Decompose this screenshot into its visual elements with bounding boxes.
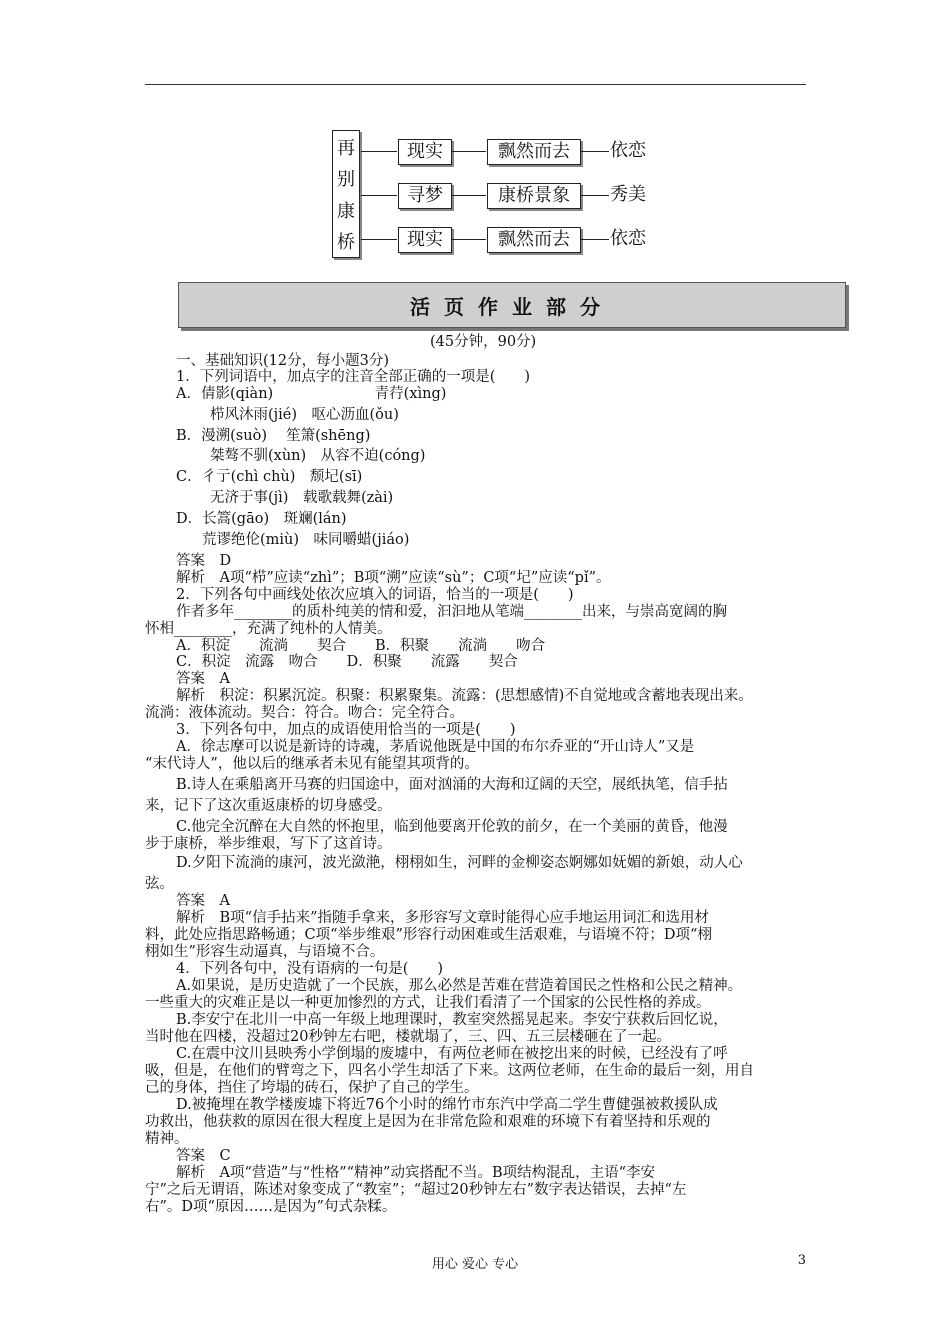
paragraph-line: 精神。 — [145, 1131, 189, 1147]
title-char: 别 — [337, 169, 355, 191]
connector — [361, 195, 397, 196]
paragraph-line: 功救出，他获救的原因在很大程度上是因为在非常危险和艰难的环境下有着坚持和乐观的 — [145, 1114, 711, 1130]
diagram-box: 现实 — [398, 227, 452, 253]
paragraph-line: 当时他在四楼，没超过20秒钟左右吧，楼就塌了，三、四、五三层楼砸在了一起。 — [145, 1029, 671, 1045]
paragraph-line: A．徐志摩可以说是新诗的诗魂，茅盾说他既是中国的布尔乔亚的“开山诗人”又是 — [176, 739, 695, 755]
option-line: D．长篙(gāo) 斑斓(lán) — [176, 511, 347, 527]
page-number: 3 — [797, 1253, 806, 1268]
option-line: 栉风沐雨(jié) 呕心沥血(ǒu) — [210, 407, 399, 423]
connector — [581, 151, 609, 152]
diagram-box: 飘然而去 — [487, 227, 581, 253]
option-line: A．倩影(qiàn) 青荇(xìng) — [176, 386, 447, 402]
diagram-box: 现实 — [398, 139, 452, 165]
connector — [361, 151, 397, 152]
question-1: 1．下列词语中，加点字的注音全部正确的一项是( ) — [176, 369, 531, 385]
title-char: 桥 — [337, 232, 355, 254]
paragraph-line: C.他完全沉醉在大自然的怀抱里，临到他要离开伦敦的前夕，在一个美丽的黄昏，他漫 — [176, 819, 728, 835]
paragraph-line: C.在震中汶川县映秀小学倒塌的废墟中，有两位老师在被挖出来的时候，已经没有了呼 — [176, 1046, 728, 1062]
paragraph-line: 吸，但是，在他们的臂弯之下，四名小学生却活了下来。这两位老师，在生命的最后一刻，用自 — [145, 1063, 754, 1079]
connector — [452, 195, 486, 196]
title-char: 康 — [337, 200, 355, 222]
diagram-box: 寻梦 — [398, 183, 452, 209]
paragraph-line: 步于康桥，举步维艰，写下了这首诗。 — [145, 836, 392, 852]
paragraph-line: “末代诗人”，他以后的继承者未见有能望其项背的。 — [145, 756, 479, 772]
diagram-label: 依恋 — [610, 228, 646, 249]
diagram-title-box — [332, 130, 360, 258]
structure-diagram — [330, 126, 670, 266]
footer-text: 用心 爱心 专心 — [431, 1257, 519, 1272]
answer: 答案 A — [176, 893, 230, 909]
connector — [452, 239, 486, 240]
option-line: A．积淀 流淌 契合 B．积聚 流淌 吻合 — [176, 638, 546, 654]
paragraph-line: 栩如生”形容生动逼真，与语境不合。 — [145, 944, 385, 960]
diagram-box: 康桥景象 — [487, 183, 581, 209]
answer: 答案 D — [176, 553, 232, 569]
connector — [581, 195, 609, 196]
diagram-label: 秀美 — [610, 184, 646, 205]
analysis: 解析 B项“信手拈来”指随手拿来，多形容写文章时能得心应手地运用词汇和选用材 — [176, 910, 709, 926]
question-2: 2．下列各句中画线处依次应填入的词语，恰当的一项是( ) — [176, 587, 574, 603]
diagram-label: 依恋 — [610, 140, 646, 161]
paragraph-line: 流淌：液体流动。契合：符合。吻合：完全符合。 — [145, 705, 464, 721]
option-line: 无济于事(jì) 载歌载舞(zài) — [210, 490, 394, 506]
paragraph-line: 作者多年________的质朴纯美的情和爱，汩汩地从笔端________出来，与崇高宽阔的胸 — [176, 604, 727, 620]
paragraph-line: A.如果说，是历史造就了一个民族，那么必然是苦难在营造着国民之性格和公民之精神。 — [176, 978, 743, 994]
paragraph-line: 一些重大的灾难正是以一种更加惨烈的方式，让我们看清了一个国家的公民性格的养成。 — [145, 995, 711, 1011]
option-line: 桀骜不驯(xùn) 从容不迫(cóng) — [210, 448, 426, 464]
option-line: 荒谬绝伦(miù) 味同嚼蜡(jiáo) — [202, 532, 410, 548]
paragraph-line: D.夕阳下流淌的康河，波光潋滟，栩栩如生，河畔的金柳姿态婀娜如妩媚的新娘，动人心 — [176, 855, 743, 871]
analysis: 解析 A项“栉”应读“zhì”；B项“溯”应读“sù”；C项“圮”应读“pǐ”。 — [176, 570, 611, 586]
paragraph-line: B.李安宁在北川一中高一年级上地理课时，教室突然摇晃起来。李安宁获救后回忆说， — [176, 1012, 728, 1028]
diagram-box: 飘然而去 — [487, 139, 581, 165]
paragraph-line: 怀相________，充满了纯朴的人情美。 — [145, 621, 392, 637]
paragraph-line: 宁”之后无谓语，陈述对象变成了“教室”；“超过20秒钟左右”数字表达错误，去掉“左 — [145, 1182, 687, 1198]
connector — [581, 239, 609, 240]
section-banner — [178, 282, 846, 328]
question-4: 4．下列各句中，没有语病的一句是( ) — [176, 961, 444, 977]
connector — [452, 151, 486, 152]
paragraph-line: 料，此处应指思路畅通；C项“举步维艰”形容行动困难或生活艰难，与语境不符；D项“栩 — [145, 927, 712, 943]
analysis: 解析 A项“营造”与“性格”“精神”动宾搭配不当。B项结构混乱，主语“李安 — [176, 1165, 656, 1181]
time-score-note: (45分钟，90分) — [430, 334, 537, 350]
option-line: B．漫溯(suò) 笙箫(shēng) — [176, 428, 371, 444]
paragraph-line: 弦。 — [145, 876, 174, 892]
analysis: 解析 积淀：积累沉淀。积聚：积累聚集。流露：(思想感情)不自觉地或含蓄地表现出来。 — [176, 688, 753, 704]
paragraph-line: D.被掩埋在教学楼废墟下将近76个小时的绵竹市东汽中学高二学生曹健强被救援队成 — [176, 1097, 718, 1113]
answer: 答案 A — [176, 671, 230, 687]
answer: 答案 C — [176, 1148, 231, 1164]
option-line: C．彳亍(chì chù) 颓圮(sī) — [176, 469, 363, 485]
paragraph-line: 右”。D项“原因……是因为”句式杂糅。 — [145, 1199, 397, 1215]
paragraph-line: 来，记下了这次重返康桥的切身感受。 — [145, 798, 392, 814]
header-rule — [145, 84, 806, 85]
paragraph-line: B.诗人在乘船离开马赛的归国途中，面对汹涌的大海和辽阔的天空，展纸执笔，信手拈 — [176, 777, 728, 793]
section-heading: 一、基础知识(12分，每小题3分) — [176, 353, 389, 369]
option-line: C．积淀 流露 吻合 D．积聚 流露 契合 — [176, 654, 518, 670]
title-char: 再 — [337, 137, 355, 159]
connector — [361, 239, 397, 240]
paragraph-line: 己的身体，挡住了垮塌的砖石，保护了自己的学生。 — [145, 1080, 479, 1096]
question-3: 3．下列各句中，加点的成语使用恰当的一项是( ) — [176, 722, 516, 738]
banner-title: 活页作业部分 — [410, 294, 614, 319]
